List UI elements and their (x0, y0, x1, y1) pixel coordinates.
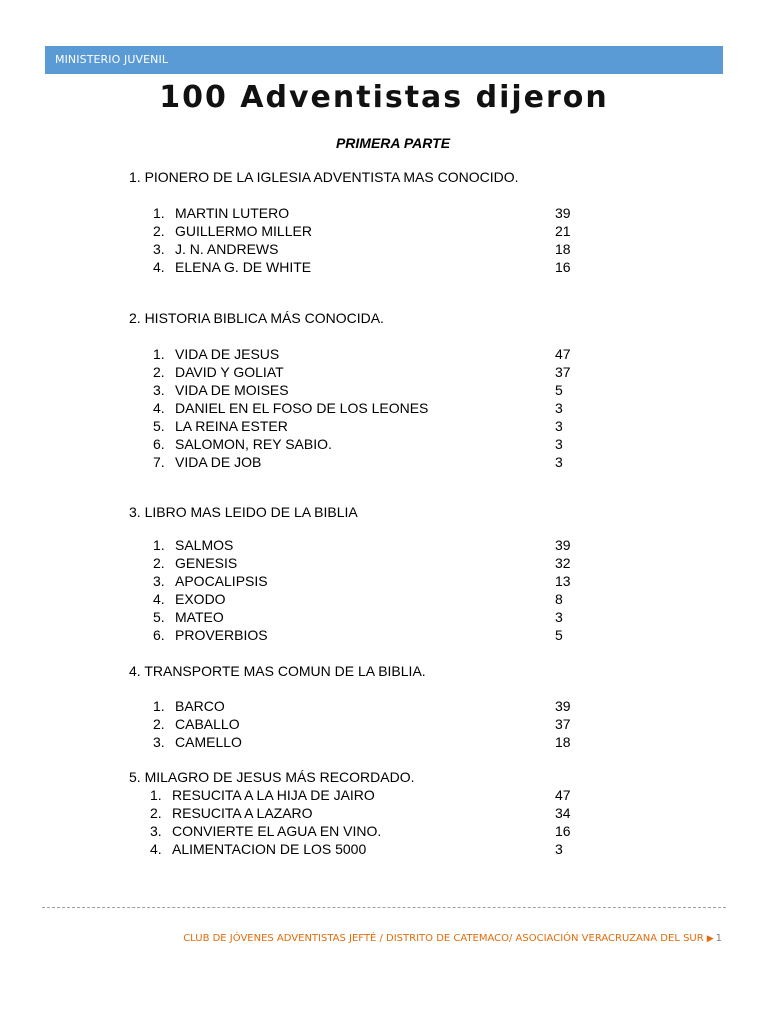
answer-number: 5. (153, 418, 165, 434)
question-title: 5. MILAGRO DE JESUS MÁS RECORDADO. (129, 769, 415, 785)
answer-item (129, 399, 609, 417)
answer-item (129, 417, 609, 435)
answer-item (129, 572, 609, 590)
question-title: 4. TRANSPORTE MAS COMUN DE LA BIBLIA. (129, 663, 426, 679)
answer-item (129, 626, 609, 644)
answer-text: CABALLO (175, 716, 240, 732)
answer-number: 6. (153, 436, 165, 452)
question-section-5 (129, 768, 609, 858)
answer-text: LA REINA ESTER (175, 418, 288, 434)
answer-item (129, 453, 609, 471)
answer-number: 1. (153, 205, 165, 221)
answer-score: 47 (555, 787, 571, 803)
answer-list (129, 204, 609, 276)
answer-text: ALIMENTACION DE LOS 5000 (172, 841, 367, 857)
answer-number: 2. (153, 223, 165, 239)
answer-score: 16 (555, 823, 571, 839)
page-number: 1 (715, 933, 722, 944)
answer-score: 5 (555, 627, 563, 643)
answer-score: 3 (555, 400, 563, 416)
answer-item (129, 822, 609, 840)
answer-score: 39 (555, 537, 571, 553)
answer-text: CONVIERTE EL AGUA EN VINO. (172, 823, 382, 839)
answer-text: MARTIN LUTERO (175, 205, 290, 221)
answer-text: DANIEL EN EL FOSO DE LOS LEONES (175, 400, 429, 416)
footer-divider (42, 907, 726, 908)
answer-text: J. N. ANDREWS (175, 241, 279, 257)
answer-score: 47 (555, 346, 571, 362)
question-title: 3. LIBRO MAS LEIDO DE LA BIBLIA (129, 504, 358, 520)
answer-item (129, 608, 609, 626)
answer-number: 3. (153, 573, 165, 589)
answer-score: 8 (555, 591, 563, 607)
document-title: 100 Adventistas dijeron (159, 80, 609, 115)
answer-item (129, 345, 609, 363)
answer-item (129, 840, 609, 858)
answer-item (129, 554, 609, 572)
answer-number: 1. (150, 787, 162, 803)
answer-text: SALOMON, REY SABIO. (175, 436, 332, 452)
answer-number: 4. (153, 259, 165, 275)
answer-number: 2. (150, 805, 162, 821)
answer-item (129, 697, 609, 715)
answer-item (129, 715, 609, 733)
answer-number: 3. (153, 734, 165, 750)
answer-item (129, 590, 609, 608)
answer-number: 2. (153, 364, 165, 380)
answer-text: CAMELLO (175, 734, 242, 750)
answer-number: 2. (153, 716, 165, 732)
answer-item (129, 536, 609, 554)
answer-item (129, 363, 609, 381)
answer-text: APOCALIPSIS (175, 573, 268, 589)
answer-item (129, 435, 609, 453)
answer-list (129, 536, 609, 644)
answer-score: 3 (555, 841, 563, 857)
header-label: MINISTERIO JUVENIL (55, 53, 169, 66)
answer-text: RESUCITA A LAZARO (172, 805, 313, 821)
answer-text: ELENA G. DE WHITE (175, 259, 312, 275)
answer-score: 37 (555, 716, 571, 732)
answer-text: VIDA DE JOB (175, 454, 262, 470)
answer-number: 2. (153, 555, 165, 571)
answer-score: 5 (555, 382, 563, 398)
answer-score: 39 (555, 205, 571, 221)
answer-text: GUILLERMO MILLER (175, 223, 312, 239)
answer-text: GENESIS (175, 555, 238, 571)
answer-number: 4. (150, 841, 162, 857)
answer-text: SALMOS (175, 537, 234, 553)
answer-item (129, 222, 609, 240)
answer-text: DAVID Y GOLIAT (175, 364, 284, 380)
question-section-4 (129, 662, 609, 751)
answer-score: 3 (555, 436, 563, 452)
answer-score: 32 (555, 555, 571, 571)
answer-number: 1. (153, 537, 165, 553)
answer-score: 18 (555, 241, 571, 257)
answer-number: 3. (153, 241, 165, 257)
answer-item (129, 204, 609, 222)
answer-score: 37 (555, 364, 571, 380)
question-title: 2. HISTORIA BIBLICA MÁS CONOCIDA. (129, 310, 384, 326)
answer-score: 39 (555, 698, 571, 714)
answer-number: 6. (153, 627, 165, 643)
answer-number: 4. (153, 400, 165, 416)
footer (183, 933, 722, 944)
answer-number: 1. (153, 346, 165, 362)
answer-number: 4. (153, 591, 165, 607)
answer-number: 3. (150, 823, 162, 839)
answer-score: 13 (555, 573, 571, 589)
answer-item (129, 240, 609, 258)
answer-list (129, 345, 609, 471)
answer-text: RESUCITA A LA HIJA DE JAIRO (172, 787, 375, 803)
answer-score: 16 (555, 259, 571, 275)
question-section-3 (129, 503, 609, 644)
answer-score: 34 (555, 805, 571, 821)
document-subtitle: PRIMERA PARTE (335, 135, 451, 151)
answer-number: 7. (153, 454, 165, 470)
answer-score: 3 (555, 609, 563, 625)
answer-item (129, 804, 609, 822)
answer-number: 5. (153, 609, 165, 625)
answer-text: PROVERBIOS (175, 627, 268, 643)
question-section-1 (129, 168, 609, 276)
answer-text: VIDA DE JESUS (175, 346, 280, 362)
answer-list (129, 786, 609, 858)
answer-item (129, 786, 609, 804)
footer-text: CLUB DE JÓVENES ADVENTISTAS JEFTÉ / DISTRITO DE CATEMACO/ ASOCIACIÓN VERACRUZANA DEL SUR (183, 933, 704, 944)
answer-text: MATEO (175, 609, 224, 625)
answer-score: 3 (555, 418, 563, 434)
answer-score: 21 (555, 223, 571, 239)
answer-item (129, 258, 609, 276)
question-title: 1. PIONERO DE LA IGLESIA ADVENTISTA MAS CONOCIDO. (129, 169, 519, 185)
answer-text: EXODO (175, 591, 226, 607)
answer-score: 3 (555, 454, 563, 470)
question-section-2 (129, 309, 609, 471)
answer-item (129, 381, 609, 399)
answer-list (129, 697, 609, 751)
answer-item (129, 733, 609, 751)
answer-text: BARCO (175, 698, 225, 714)
answer-number: 1. (153, 698, 165, 714)
answer-text: VIDA DE MOISES (175, 382, 289, 398)
triangle-right-icon: ▶ (706, 934, 714, 944)
answer-score: 18 (555, 734, 571, 750)
answer-number: 3. (153, 382, 165, 398)
header-bar (45, 46, 723, 74)
